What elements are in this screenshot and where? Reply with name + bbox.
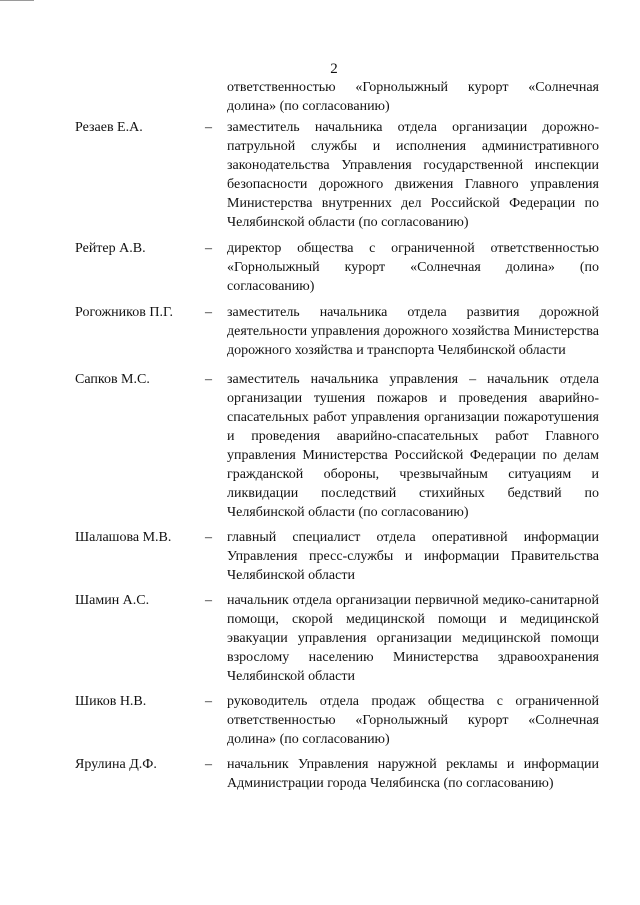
member-position: главный специалист отдела оперативной информации Управления пресс-службы и информации Правительства Челябинской области xyxy=(227,530,599,583)
list-item xyxy=(75,239,605,296)
member-position: заместитель начальника отдела организации дорожно-патрульной службы и исполнения административного законодательства Управления государственной инспекции безопасности дорожного движения Главного управления Министерства внутренних дел Российской Федерации по Челябинской области (по согласованию) xyxy=(227,120,599,230)
list-item xyxy=(75,692,605,749)
member-position: ответственностью «Горнолыжный курорт «Солнечная долина» (по согласованию) xyxy=(227,80,599,114)
page-number: 2 xyxy=(330,61,338,77)
dash-separator: – xyxy=(205,757,212,772)
member-list xyxy=(75,78,605,793)
member-name: Шиков Н.В. xyxy=(75,694,147,709)
member-name: Рогожников П.Г. xyxy=(75,305,173,320)
member-name: Ярулина Д.Ф. xyxy=(75,757,157,772)
list-item xyxy=(75,118,605,232)
scan-corner-mark xyxy=(0,0,34,1)
member-name: Сапков М.С. xyxy=(75,372,150,387)
member-name: Шалашова М.В. xyxy=(75,530,172,545)
member-name: Рейтер А.В. xyxy=(75,241,146,256)
dash-separator: – xyxy=(205,372,212,387)
member-position: начальник отдела организации первичной медико-санитарной помощи, скорой медицинской помощи и медицинской эвакуации управления организации медицинской помощи взрослому населению Министерства здравоохранения Челябинской области xyxy=(227,593,599,684)
member-position: начальник Управления наружной рекламы и информации Администрации города Челябинска (по согласованию) xyxy=(227,757,599,791)
dash-separator: – xyxy=(205,305,212,320)
member-name: Шамин А.С. xyxy=(75,593,150,608)
dash-separator: – xyxy=(205,593,212,608)
list-item-continuation xyxy=(75,78,605,116)
list-item xyxy=(75,755,605,793)
member-position: руководитель отдела продаж общества с ограниченной ответственностью «Горнолыжный курорт «Солнечная долина» (по согласованию) xyxy=(227,694,599,747)
member-position: заместитель начальника управления – начальник отдела организации тушения пожаров и проведения аварийно-спасательных работ управления организации пожаротушения и проведения аварийно-спасательных работ Главного управления Министерства Российской Федерации по делам гражданской обороны, чрезвычайным ситуациям и ликвидации последствий стихийных бедствий по Челябинской области (по согласованию) xyxy=(227,372,599,520)
member-name: Резаев Е.А. xyxy=(75,120,143,135)
member-position: заместитель начальника отдела развития дорожной деятельности управления дорожного хозяйства Министерства дорожного хозяйства и транспорта Челябинской области xyxy=(227,305,599,358)
dash-separator: – xyxy=(205,694,212,709)
member-position: директор общества с ограниченной ответственностью «Горнолыжный курорт «Солнечная долина» (по согласованию) xyxy=(227,241,599,294)
dash-separator: – xyxy=(205,120,212,135)
dash-separator: – xyxy=(205,241,212,256)
list-item xyxy=(75,528,605,585)
list-item xyxy=(75,591,605,686)
list-item xyxy=(75,370,605,522)
dash-separator: – xyxy=(205,530,212,545)
list-item xyxy=(75,303,605,360)
